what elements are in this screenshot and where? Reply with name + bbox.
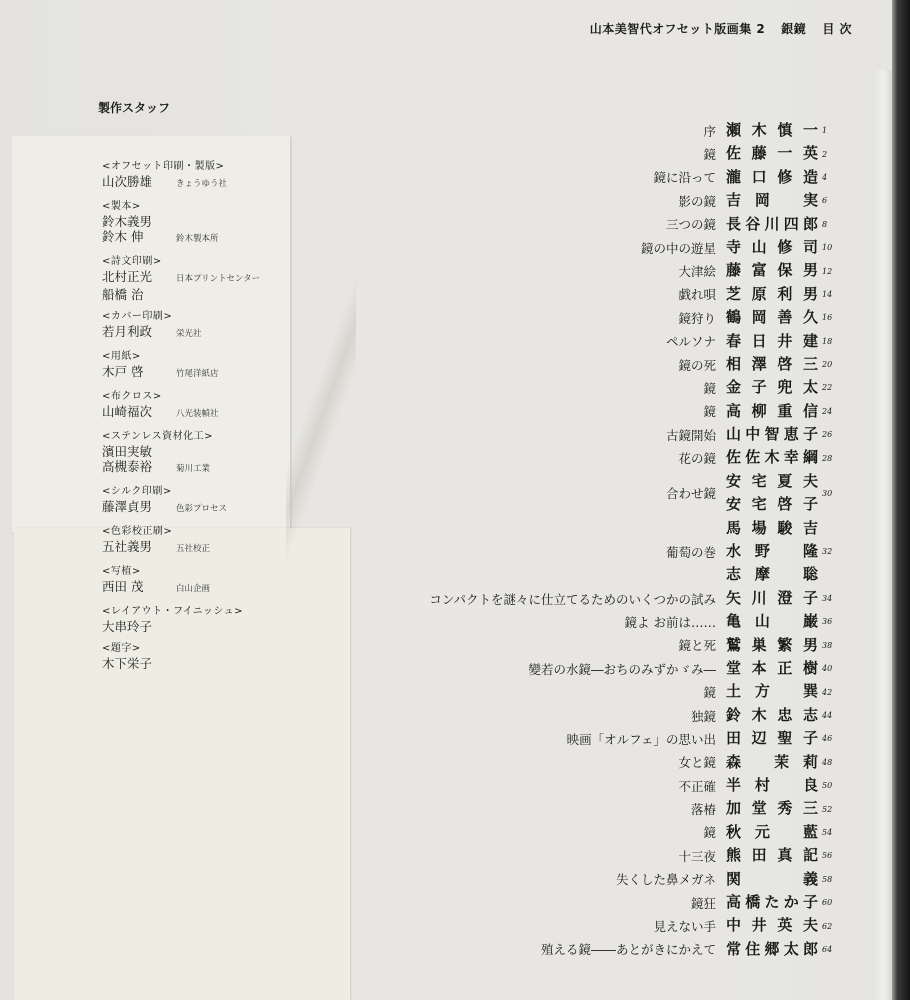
toc-entry — [298, 166, 838, 189]
toc-entry — [298, 938, 838, 961]
toc-title: 失くした鼻メガネ — [615, 872, 716, 888]
toc-page-number: 50 — [822, 781, 833, 791]
toc-authors — [726, 587, 818, 610]
toc-page-number: 28 — [822, 453, 833, 463]
toc-page-number: 54 — [822, 827, 833, 837]
toc-entry — [298, 283, 838, 306]
toc-author: 長谷川四郎 — [726, 214, 818, 233]
toc-author: 鶴岡善久 — [726, 308, 818, 327]
staff-category: <レイアウト・フイニッシュ> — [102, 606, 244, 617]
toc-page-number: 34 — [822, 594, 833, 604]
toc-authors — [726, 821, 818, 844]
toc-entry — [298, 727, 838, 750]
toc-entry — [298, 236, 838, 259]
toc-author: 芝原利男 — [726, 284, 818, 303]
series-title: 山本美智代オフセット版画集 2 — [589, 22, 766, 36]
staff-name: 大串玲子 — [102, 619, 153, 634]
toc-title: 映画「オルフェ」の思い出 — [566, 731, 716, 747]
toc-authors — [726, 423, 818, 446]
toc-entry — [298, 657, 838, 680]
running-header — [590, 20, 852, 37]
toc-authors — [726, 657, 818, 680]
toc-page-number: 42 — [822, 687, 833, 697]
toc-page-number: 52 — [822, 804, 833, 814]
toc-title: 鏡狩り — [678, 310, 716, 326]
toc-author: 山中智恵子 — [726, 425, 818, 444]
staff-category: <色彩校正刷> — [102, 526, 173, 537]
toc-title: 十三夜 — [678, 848, 716, 864]
table-of-contents — [298, 119, 838, 961]
toc-title: 鏡と死 — [678, 638, 716, 654]
toc-authors — [726, 119, 818, 142]
toc-title: 鏡 — [703, 685, 716, 701]
toc-page-number: 10 — [822, 243, 833, 253]
toc-entry — [298, 470, 838, 517]
toc-entry — [298, 306, 838, 329]
toc-authors — [726, 797, 818, 820]
staff-company: 鈴木製本所 — [176, 234, 219, 244]
staff-name: 西田 茂 — [102, 579, 144, 594]
toc-authors — [726, 517, 818, 587]
toc-author: 藤富保男 — [726, 261, 818, 280]
toc-entry — [298, 868, 838, 891]
toc-authors — [726, 213, 818, 236]
toc-author: 金子兜太 — [726, 378, 818, 397]
toc-page-number: 26 — [822, 430, 833, 440]
toc-entry — [298, 751, 838, 774]
toc-title: 鏡 — [703, 380, 716, 396]
toc-author: 矢川澄子 — [726, 588, 818, 607]
toc-entry — [298, 821, 838, 844]
staff-category: <布クロス> — [102, 391, 162, 402]
toc-page-number: 60 — [822, 898, 833, 908]
toc-page-number: 56 — [822, 851, 833, 861]
toc-authors — [726, 166, 818, 189]
toc-entry — [298, 587, 838, 610]
toc-title: 殖える鏡――あとがきにかえて — [540, 942, 716, 958]
toc-authors — [726, 400, 818, 423]
staff-company: 八光装幀社 — [176, 409, 219, 419]
toc-authors — [726, 704, 818, 727]
staff-company: 栄光社 — [176, 329, 202, 339]
toc-author: 秋元 藍 — [726, 822, 818, 841]
toc-authors — [726, 189, 818, 212]
toc-title: 序 — [703, 123, 716, 139]
toc-entry — [298, 634, 838, 657]
toc-entry — [298, 446, 838, 469]
toc-title: 鏡に沿って — [653, 170, 716, 186]
toc-entry — [298, 774, 838, 797]
toc-authors — [726, 774, 818, 797]
staff-category: <詩文印刷> — [102, 256, 162, 267]
toc-entry — [298, 376, 838, 399]
toc-title: 三つの鏡 — [665, 217, 716, 233]
toc-page-number: 22 — [822, 383, 833, 393]
toc-author: 瀬木慎一 — [726, 121, 818, 139]
staff-company: 白山企画 — [176, 584, 211, 594]
staff-category: <製本> — [102, 201, 141, 212]
toc-authors — [726, 634, 818, 657]
toc-page-number: 30 — [822, 488, 833, 498]
toc-authors — [726, 306, 818, 329]
toc-author: 相澤啓三 — [726, 354, 818, 373]
toc-author: 堂本正樹 — [726, 659, 818, 678]
toc-entry — [298, 844, 838, 867]
toc-page-number: 4 — [822, 172, 828, 182]
toc-author: 田辺聖子 — [726, 729, 818, 748]
toc-author: 関 義 — [726, 869, 818, 888]
toc-entry — [298, 423, 838, 446]
toc-page-number: 46 — [822, 734, 833, 744]
page-edge — [872, 70, 892, 1000]
toc-page-number: 8 — [822, 219, 828, 229]
toc-authors — [726, 891, 818, 914]
toc-author: 吉岡 実 — [726, 191, 818, 210]
toc-entry — [298, 353, 838, 376]
staff-category: <ステンレス資材化工> — [102, 431, 214, 442]
toc-title: 鏡よ お前は…… — [624, 614, 716, 630]
toc-entry — [298, 704, 838, 727]
toc-authors — [726, 868, 818, 891]
staff-category: <写植> — [102, 566, 141, 577]
staff-name: 船橋 治 — [102, 287, 144, 302]
book-title: 銀鏡 — [781, 22, 807, 36]
toc-title: コンパクトを謎々に仕立てるためのいくつかの試み — [429, 591, 716, 607]
staff-name: 高槻泰裕 — [102, 459, 153, 474]
toc-title: 見えない手 — [653, 919, 716, 935]
staff-name: 五社義男 — [102, 539, 153, 554]
toc-entry — [298, 891, 838, 914]
toc-entry — [298, 797, 838, 820]
toc-title: 鏡の中の遊星 — [640, 240, 716, 256]
toc-authors — [726, 142, 818, 165]
toc-entry — [298, 914, 838, 937]
staff-company: 日本プリントセンター — [176, 274, 261, 284]
toc-authors — [726, 610, 818, 633]
toc-author: 水野 隆 — [726, 542, 818, 561]
toc-author: 安宅夏夫 — [726, 471, 818, 490]
staff-category: <シルク印刷> — [102, 486, 172, 497]
toc-title: 影の鏡 — [678, 193, 716, 209]
toc-authors — [726, 727, 818, 750]
toc-authors — [726, 844, 818, 867]
toc-author: 高柳重信 — [726, 401, 818, 420]
toc-title: 花の鏡 — [678, 451, 716, 467]
toc-page-number: 20 — [822, 360, 833, 370]
section-title: 目 次 — [822, 22, 852, 36]
staff-company: 五社校正 — [176, 544, 211, 554]
staff-name: 鈴木義男 — [102, 214, 153, 229]
staff-name: 藤澤貞男 — [102, 499, 153, 514]
toc-authors — [726, 680, 818, 703]
staff-category: <オフセット印刷・製版> — [102, 161, 225, 172]
toc-title: 鏡狂 — [690, 895, 716, 911]
toc-title: 落椿 — [690, 802, 716, 818]
staff-heading: 製作スタッフ — [98, 101, 171, 115]
toc-title: 變若の水鏡―おちのみずかゞみ― — [528, 661, 716, 677]
cover-edge — [892, 0, 910, 1000]
toc-authors — [726, 376, 818, 399]
toc-title: 独鏡 — [690, 708, 716, 724]
toc-entry — [298, 610, 838, 633]
toc-author: 佐藤一英 — [726, 144, 818, 163]
toc-entry — [298, 259, 838, 282]
toc-author: 常住郷太郎 — [726, 939, 818, 958]
toc-entry — [298, 517, 838, 587]
toc-page-number: 32 — [822, 547, 833, 557]
toc-author: 佐佐木幸綱 — [726, 448, 818, 467]
toc-title: 葡萄の巻 — [665, 544, 716, 560]
toc-page-number: 18 — [822, 336, 833, 346]
staff-name: 木下栄子 — [102, 656, 153, 671]
toc-author: 亀山 巌 — [726, 612, 818, 631]
toc-author: 安宅啓子 — [726, 495, 818, 514]
toc-authors — [726, 330, 818, 353]
toc-title: 鏡 — [703, 825, 716, 841]
staff-name: 山次勝雄 — [102, 174, 153, 189]
toc-author: 土方 巽 — [726, 682, 818, 701]
toc-page-number: 48 — [822, 757, 833, 767]
toc-title: 鏡の死 — [678, 357, 716, 373]
toc-page-number: 62 — [822, 921, 833, 931]
toc-authors — [726, 938, 818, 961]
staff-category: <題字> — [102, 643, 141, 654]
toc-authors — [726, 283, 818, 306]
toc-title: 鏡 — [703, 404, 716, 420]
staff-company: 竹尾洋紙店 — [176, 369, 219, 379]
toc-entry — [298, 330, 838, 353]
toc-title: 合わせ鏡 — [665, 486, 716, 502]
toc-authors — [726, 751, 818, 774]
toc-page-number: 6 — [822, 196, 828, 206]
toc-author: 熊田真記 — [726, 846, 818, 865]
toc-page-number: 2 — [822, 149, 828, 159]
toc-entry — [298, 680, 838, 703]
toc-entry — [298, 400, 838, 423]
toc-author: 鷲巣繁男 — [726, 635, 818, 654]
toc-author: 半村 良 — [726, 776, 818, 795]
staff-name: 濱田実敏 — [102, 444, 153, 459]
toc-authors — [726, 446, 818, 469]
toc-page-number: 58 — [822, 874, 833, 884]
toc-title: 不正確 — [678, 778, 716, 794]
toc-title: 大津絵 — [678, 264, 716, 280]
toc-author: 春日井建 — [726, 331, 818, 350]
toc-page-number: 1 — [822, 126, 828, 136]
staff-name: 山崎福次 — [102, 404, 153, 419]
toc-author: 寺山修司 — [726, 237, 818, 256]
toc-page-number: 38 — [822, 640, 833, 650]
toc-page-number: 16 — [822, 313, 833, 323]
toc-page-number: 64 — [822, 944, 833, 954]
toc-entry — [298, 119, 838, 142]
toc-authors — [726, 470, 818, 517]
toc-author: 加堂秀三 — [726, 799, 818, 818]
toc-page-number: 44 — [822, 711, 833, 721]
toc-author: 瀧口修造 — [726, 167, 818, 186]
toc-page-number: 12 — [822, 266, 833, 276]
toc-page-number: 14 — [822, 289, 833, 299]
toc-author: 中井英夫 — [726, 916, 818, 935]
toc-page-number: 40 — [822, 664, 833, 674]
toc-entry — [298, 142, 838, 165]
toc-authors — [726, 259, 818, 282]
toc-author: 鈴木忠志 — [726, 705, 818, 724]
toc-page-number: 24 — [822, 406, 833, 416]
staff-name: 鈴木 伸 — [102, 229, 144, 244]
toc-authors — [726, 914, 818, 937]
staff-company: きょうゆう社 — [176, 179, 228, 189]
toc-author: 志摩 聡 — [726, 565, 818, 584]
toc-title: 鏡 — [703, 147, 716, 163]
toc-authors — [726, 236, 818, 259]
toc-title: ペルソナ — [665, 334, 716, 350]
toc-author: 高橋たか子 — [726, 892, 818, 911]
staff-company: 色彩プロセス — [176, 504, 228, 514]
staff-category: <カバー印刷> — [102, 311, 173, 322]
staff-name: 若月利政 — [102, 324, 153, 339]
staff-company: 菊川工業 — [176, 464, 211, 474]
toc-authors — [726, 353, 818, 376]
toc-entry — [298, 189, 838, 212]
staff-category: <用紙> — [102, 351, 141, 362]
staff-name: 木戸 啓 — [102, 364, 144, 379]
toc-entry — [298, 213, 838, 236]
toc-author: 馬場駿吉 — [726, 518, 818, 537]
toc-title: 古鏡開始 — [665, 427, 716, 443]
toc-title: 戯れ唄 — [678, 287, 716, 303]
toc-page-number: 36 — [822, 617, 833, 627]
toc-title: 女と鏡 — [678, 755, 716, 771]
staff-name: 北村正光 — [102, 269, 153, 284]
toc-author: 森 茉莉 — [726, 752, 818, 771]
